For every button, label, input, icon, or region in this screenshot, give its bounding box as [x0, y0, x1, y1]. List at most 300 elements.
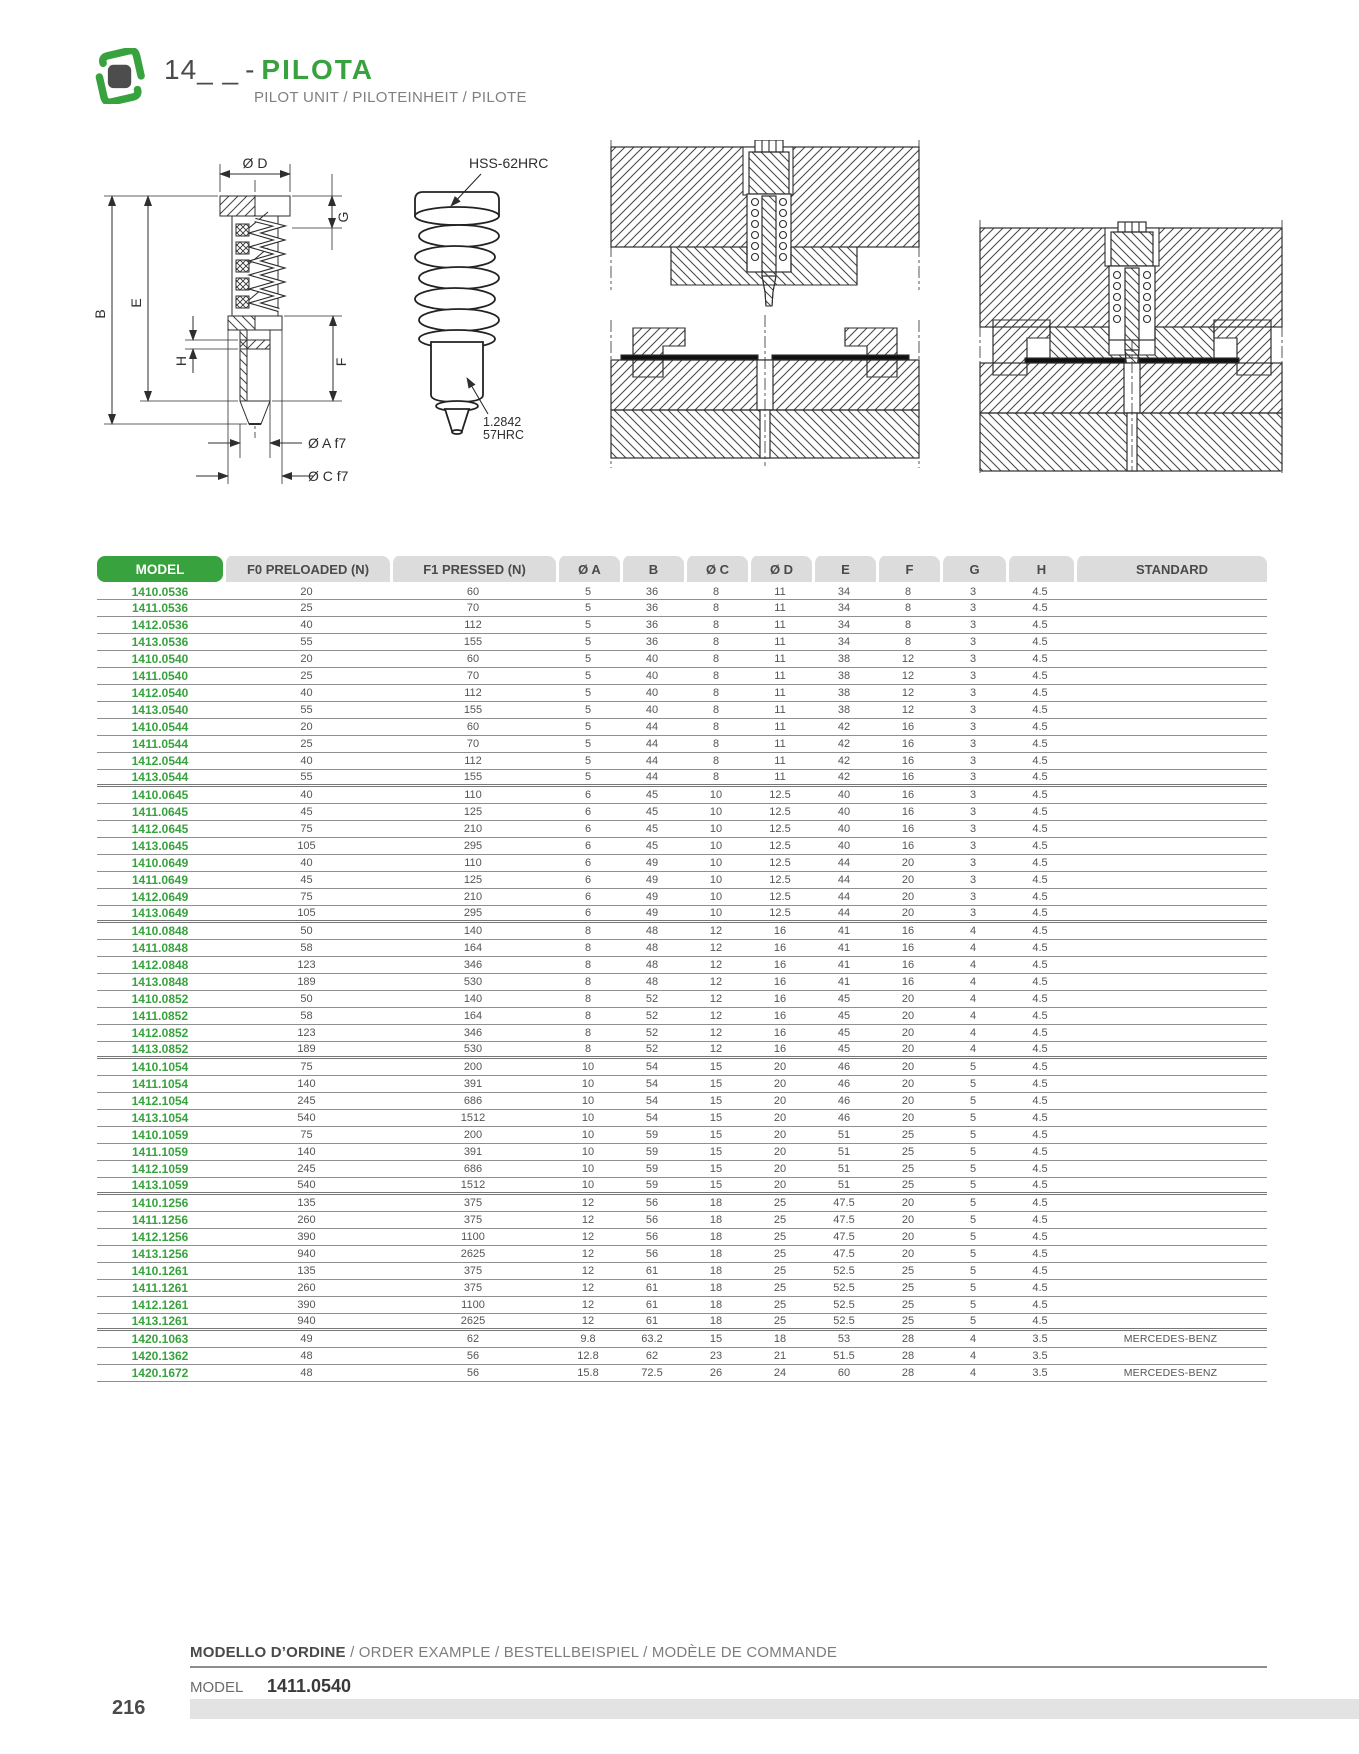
value-cell: 16	[748, 974, 812, 991]
table-row	[97, 1195, 1267, 1212]
value-cell: 12.5	[748, 821, 812, 838]
value-cell: 4.5	[1006, 804, 1074, 821]
value-cell: 16	[876, 923, 940, 940]
value-cell: 164	[390, 1008, 556, 1025]
value-cell: 391	[390, 1144, 556, 1161]
standard-cell	[1074, 1008, 1267, 1025]
value-cell: 5	[940, 1195, 1006, 1212]
value-cell: 11	[748, 685, 812, 702]
value-cell: 49	[620, 855, 684, 872]
value-cell: 10	[684, 889, 748, 906]
standard-cell	[1074, 736, 1267, 753]
value-cell: 34	[812, 600, 876, 617]
value-cell: 45	[620, 787, 684, 804]
drawing-perspective-view	[385, 148, 580, 448]
drawing-dimensioned-view	[90, 128, 420, 493]
table-row	[97, 1229, 1267, 1246]
standard-cell	[1074, 702, 1267, 719]
value-cell: 28	[876, 1331, 940, 1348]
value-cell: 12	[556, 1297, 620, 1314]
value-cell: 11	[748, 719, 812, 736]
value-cell: 44	[812, 889, 876, 906]
value-cell: 4.5	[1006, 702, 1074, 719]
value-cell: 75	[223, 821, 390, 838]
standard-cell	[1074, 1246, 1267, 1263]
value-cell: 4	[940, 974, 1006, 991]
value-cell: 346	[390, 1025, 556, 1042]
value-cell: 8	[684, 600, 748, 617]
model-cell: 1413.1261	[97, 1314, 223, 1331]
value-cell: 15	[684, 1127, 748, 1144]
value-cell: 47.5	[812, 1212, 876, 1229]
value-cell: 12	[556, 1229, 620, 1246]
model-cell: 1413.0645	[97, 838, 223, 855]
value-cell: 3	[940, 719, 1006, 736]
value-cell: 45	[812, 991, 876, 1008]
value-cell: 53	[812, 1331, 876, 1348]
value-cell: 16	[748, 991, 812, 1008]
value-cell: 28	[876, 1348, 940, 1365]
value-cell: 5	[556, 668, 620, 685]
standard-cell: MERCEDES-BENZ	[1074, 1365, 1267, 1382]
value-cell: 4.5	[1006, 719, 1074, 736]
value-cell: 40	[223, 855, 390, 872]
table-row	[97, 1093, 1267, 1110]
value-cell: 4.5	[1006, 906, 1074, 923]
value-cell: 20	[876, 872, 940, 889]
value-cell: 10	[684, 838, 748, 855]
value-cell: 18	[684, 1229, 748, 1246]
model-cell: 1412.1261	[97, 1297, 223, 1314]
value-cell: 40	[812, 787, 876, 804]
model-cell: 1410.1261	[97, 1263, 223, 1280]
value-cell: 12	[684, 940, 748, 957]
value-cell: 40	[620, 702, 684, 719]
table-row	[97, 753, 1267, 770]
value-cell: 5	[556, 770, 620, 787]
page-subtitle: PILOT UNIT / PILOTEINHEIT / PILOTE	[254, 89, 527, 106]
value-cell: 10	[556, 1161, 620, 1178]
value-cell: 3	[940, 821, 1006, 838]
value-cell: 15.8	[556, 1365, 620, 1382]
value-cell: 16	[876, 787, 940, 804]
value-cell: 62	[390, 1331, 556, 1348]
value-cell: 3	[940, 702, 1006, 719]
model-cell: 1410.0540	[97, 651, 223, 668]
value-cell: 25	[223, 736, 390, 753]
standard-cell	[1074, 804, 1267, 821]
value-cell: 41	[812, 957, 876, 974]
value-cell: 4.5	[1006, 1042, 1074, 1059]
model-cell: 1413.1256	[97, 1246, 223, 1263]
value-cell: 12.5	[748, 787, 812, 804]
value-cell: 5	[940, 1263, 1006, 1280]
order-example-heading	[190, 1644, 1267, 1661]
value-cell: 56	[620, 1212, 684, 1229]
model-cell: 1412.0649	[97, 889, 223, 906]
column-header: H	[1006, 556, 1074, 582]
value-cell: 20	[223, 719, 390, 736]
standard-cell	[1074, 1093, 1267, 1110]
value-cell: 18	[684, 1280, 748, 1297]
table-row	[97, 1331, 1267, 1348]
model-cell: 1411.1054	[97, 1076, 223, 1093]
value-cell: 10	[556, 1110, 620, 1127]
value-cell: 5	[556, 736, 620, 753]
value-cell: 49	[620, 906, 684, 923]
value-cell: 390	[223, 1229, 390, 1246]
model-cell: 1412.1059	[97, 1161, 223, 1178]
value-cell: 12	[684, 957, 748, 974]
value-cell: 25	[876, 1161, 940, 1178]
table-row	[97, 821, 1267, 838]
value-cell: 12	[684, 1042, 748, 1059]
value-cell: 8	[684, 736, 748, 753]
value-cell: 9.8	[556, 1331, 620, 1348]
value-cell: 105	[223, 838, 390, 855]
value-cell: 4.5	[1006, 736, 1074, 753]
value-cell: 8	[556, 1042, 620, 1059]
value-cell: 260	[223, 1212, 390, 1229]
model-cell: 1410.1054	[97, 1059, 223, 1076]
table-row	[97, 1042, 1267, 1059]
value-cell: 4.5	[1006, 940, 1074, 957]
value-cell: 62	[620, 1348, 684, 1365]
value-cell: 56	[390, 1348, 556, 1365]
standard-cell	[1074, 1042, 1267, 1059]
table-row	[97, 736, 1267, 753]
value-cell: 25	[876, 1178, 940, 1195]
value-cell: 4.5	[1006, 1110, 1074, 1127]
model-cell: 1412.0536	[97, 617, 223, 634]
value-cell: 59	[620, 1178, 684, 1195]
value-cell: 16	[748, 1025, 812, 1042]
value-cell: 4.5	[1006, 753, 1074, 770]
value-cell: 5	[940, 1229, 1006, 1246]
value-cell: 5	[940, 1280, 1006, 1297]
table-row	[97, 1246, 1267, 1263]
value-cell: 4.5	[1006, 617, 1074, 634]
standard-cell	[1074, 1076, 1267, 1093]
table-row	[97, 906, 1267, 923]
value-cell: 15	[684, 1331, 748, 1348]
value-cell: 3.5	[1006, 1331, 1074, 1348]
value-cell: 47.5	[812, 1229, 876, 1246]
value-cell: 20	[748, 1161, 812, 1178]
value-cell: 4.5	[1006, 923, 1074, 940]
value-cell: 12	[684, 974, 748, 991]
value-cell: 46	[812, 1110, 876, 1127]
value-cell: 40	[223, 685, 390, 702]
standard-cell	[1074, 838, 1267, 855]
value-cell: 50	[223, 991, 390, 1008]
value-cell: 34	[812, 634, 876, 651]
value-cell: 25	[748, 1229, 812, 1246]
value-cell: 38	[812, 651, 876, 668]
value-cell: 40	[223, 753, 390, 770]
value-cell: 44	[812, 906, 876, 923]
value-cell: 52	[620, 1042, 684, 1059]
value-cell: 10	[684, 906, 748, 923]
value-cell: 51	[812, 1178, 876, 1195]
value-cell: 4.5	[1006, 1076, 1074, 1093]
value-cell: 61	[620, 1263, 684, 1280]
model-cell: 1411.0649	[97, 872, 223, 889]
dimension-table	[97, 556, 1267, 1382]
table-row	[97, 923, 1267, 940]
value-cell: 20	[876, 889, 940, 906]
value-cell: 375	[390, 1195, 556, 1212]
model-cell: 1413.0540	[97, 702, 223, 719]
value-cell: 8	[684, 685, 748, 702]
model-cell: 1411.1261	[97, 1280, 223, 1297]
value-cell: 52	[620, 991, 684, 1008]
value-cell: 41	[812, 974, 876, 991]
value-cell: 105	[223, 906, 390, 923]
value-cell: 540	[223, 1110, 390, 1127]
value-cell: 346	[390, 957, 556, 974]
model-cell: 1420.1362	[97, 1348, 223, 1365]
table-row	[97, 991, 1267, 1008]
value-cell: 45	[223, 872, 390, 889]
value-cell: 15	[684, 1076, 748, 1093]
value-cell: 3	[940, 838, 1006, 855]
value-cell: 54	[620, 1076, 684, 1093]
value-cell: 5	[940, 1246, 1006, 1263]
table-row	[97, 634, 1267, 651]
value-cell: 12.5	[748, 855, 812, 872]
value-cell: 48	[620, 940, 684, 957]
value-cell: 5	[556, 600, 620, 617]
standard-cell	[1074, 940, 1267, 957]
value-cell: 3	[940, 753, 1006, 770]
value-cell: 15	[684, 1093, 748, 1110]
value-cell: 61	[620, 1280, 684, 1297]
value-cell: 5	[556, 651, 620, 668]
value-cell: 60	[390, 582, 556, 600]
value-cell: 4.5	[1006, 872, 1074, 889]
model-cell: 1412.1054	[97, 1093, 223, 1110]
value-cell: 11	[748, 770, 812, 787]
page-number: 216	[112, 1697, 146, 1719]
value-cell: 46	[812, 1093, 876, 1110]
table-row	[97, 855, 1267, 872]
value-cell: 15	[684, 1059, 748, 1076]
value-cell: 155	[390, 634, 556, 651]
value-cell: 8	[556, 991, 620, 1008]
model-cell: 1420.1672	[97, 1365, 223, 1382]
value-cell: 11	[748, 617, 812, 634]
value-cell: 75	[223, 1059, 390, 1076]
order-model-line	[190, 1676, 1267, 1697]
value-cell: 6	[556, 804, 620, 821]
value-cell: 3.5	[1006, 1348, 1074, 1365]
value-cell: 16	[876, 821, 940, 838]
table-row	[97, 1212, 1267, 1229]
value-cell: 20	[748, 1144, 812, 1161]
value-cell: 4.5	[1006, 957, 1074, 974]
dim-label-b: B	[92, 309, 108, 319]
page-header	[92, 48, 527, 106]
value-cell: 61	[620, 1314, 684, 1331]
table-row	[97, 1008, 1267, 1025]
value-cell: 20	[748, 1093, 812, 1110]
value-cell: 189	[223, 974, 390, 991]
value-cell: 16	[876, 736, 940, 753]
value-cell: 3	[940, 651, 1006, 668]
value-cell: 8	[556, 957, 620, 974]
value-cell: 63.2	[620, 1331, 684, 1348]
value-cell: 45	[620, 821, 684, 838]
model-cell: 1412.0852	[97, 1025, 223, 1042]
value-cell: 125	[390, 804, 556, 821]
value-cell: 20	[876, 1025, 940, 1042]
value-cell: 40	[620, 651, 684, 668]
value-cell: 20	[876, 1110, 940, 1127]
value-cell: 40	[812, 804, 876, 821]
value-cell: 4	[940, 1348, 1006, 1365]
brand-logo-icon	[92, 48, 148, 104]
value-cell: 52	[620, 1025, 684, 1042]
table-row	[97, 1297, 1267, 1314]
value-cell: 52.5	[812, 1263, 876, 1280]
value-cell: 5	[940, 1093, 1006, 1110]
drawing-die-closed	[975, 220, 1287, 475]
value-cell: 140	[390, 991, 556, 1008]
value-cell: 3.5	[1006, 1365, 1074, 1382]
value-cell: 10	[556, 1144, 620, 1161]
value-cell: 12	[556, 1212, 620, 1229]
model-cell: 1411.1059	[97, 1144, 223, 1161]
value-cell: 11	[748, 651, 812, 668]
value-cell: 60	[812, 1365, 876, 1382]
value-cell: 45	[620, 838, 684, 855]
value-cell: 4.5	[1006, 991, 1074, 1008]
value-cell: 4.5	[1006, 855, 1074, 872]
value-cell: 8	[684, 617, 748, 634]
value-cell: 112	[390, 617, 556, 634]
value-cell: 8	[876, 617, 940, 634]
value-cell: 18	[748, 1331, 812, 1348]
value-cell: 25	[748, 1263, 812, 1280]
value-cell: 25	[748, 1246, 812, 1263]
standard-cell: MERCEDES-BENZ	[1074, 1331, 1267, 1348]
value-cell: 12	[684, 1008, 748, 1025]
value-cell: 24	[748, 1365, 812, 1382]
value-cell: 4.5	[1006, 787, 1074, 804]
value-cell: 4.5	[1006, 1059, 1074, 1076]
value-cell: 164	[390, 940, 556, 957]
value-cell: 12	[876, 651, 940, 668]
model-cell: 1410.0848	[97, 923, 223, 940]
value-cell: 20	[876, 1229, 940, 1246]
value-cell: 70	[390, 736, 556, 753]
value-cell: 55	[223, 702, 390, 719]
value-cell: 4.5	[1006, 668, 1074, 685]
value-cell: 110	[390, 787, 556, 804]
value-cell: 20	[876, 1212, 940, 1229]
standard-cell	[1074, 770, 1267, 787]
value-cell: 4.5	[1006, 1025, 1074, 1042]
standard-cell	[1074, 923, 1267, 940]
model-cell: 1411.0536	[97, 600, 223, 617]
value-cell: 3	[940, 906, 1006, 923]
table-row	[97, 617, 1267, 634]
value-cell: 20	[876, 1076, 940, 1093]
value-cell: 40	[223, 787, 390, 804]
value-cell: 12.5	[748, 872, 812, 889]
value-cell: 16	[748, 940, 812, 957]
value-cell: 15	[684, 1110, 748, 1127]
table-row	[97, 804, 1267, 821]
value-cell: 11	[748, 753, 812, 770]
value-cell: 4	[940, 957, 1006, 974]
value-cell: 4.5	[1006, 1178, 1074, 1195]
standard-cell	[1074, 1195, 1267, 1212]
title-separator: -	[245, 54, 256, 85]
model-cell: 1413.0649	[97, 906, 223, 923]
value-cell: 1100	[390, 1297, 556, 1314]
value-cell: 4	[940, 1008, 1006, 1025]
value-cell: 4.5	[1006, 651, 1074, 668]
value-cell: 18	[684, 1212, 748, 1229]
value-cell: 1512	[390, 1178, 556, 1195]
value-cell: 12.5	[748, 906, 812, 923]
value-cell: 4.5	[1006, 1008, 1074, 1025]
value-cell: 12	[556, 1280, 620, 1297]
value-cell: 48	[620, 957, 684, 974]
table-row	[97, 1025, 1267, 1042]
value-cell: 5	[940, 1127, 1006, 1144]
value-cell: 42	[812, 736, 876, 753]
value-cell: 8	[684, 753, 748, 770]
value-cell: 16	[748, 1008, 812, 1025]
model-cell: 1410.1256	[97, 1195, 223, 1212]
value-cell: 112	[390, 685, 556, 702]
value-cell: 4	[940, 940, 1006, 957]
value-cell: 8	[556, 1025, 620, 1042]
value-cell: 18	[684, 1314, 748, 1331]
page-title-line	[164, 54, 527, 86]
model-cell: 1412.0540	[97, 685, 223, 702]
table-row	[97, 787, 1267, 804]
value-cell: 12	[876, 668, 940, 685]
steel-grade-label: 1.2842	[483, 415, 522, 429]
value-cell: 125	[390, 872, 556, 889]
value-cell: 5	[940, 1144, 1006, 1161]
table-row	[97, 1348, 1267, 1365]
column-header: G	[940, 556, 1006, 582]
dim-label-c: Ø C f7	[308, 468, 349, 484]
value-cell: 4.5	[1006, 1229, 1074, 1246]
value-cell: 2625	[390, 1314, 556, 1331]
value-cell: 140	[223, 1144, 390, 1161]
standard-cell	[1074, 974, 1267, 991]
value-cell: 4.5	[1006, 838, 1074, 855]
value-cell: 8	[684, 634, 748, 651]
value-cell: 45	[812, 1008, 876, 1025]
value-cell: 375	[390, 1263, 556, 1280]
value-cell: 1100	[390, 1229, 556, 1246]
value-cell: 12	[556, 1246, 620, 1263]
value-cell: 8	[684, 702, 748, 719]
model-cell: 1413.0536	[97, 634, 223, 651]
value-cell: 25	[876, 1280, 940, 1297]
standard-cell	[1074, 1144, 1267, 1161]
value-cell: 75	[223, 889, 390, 906]
value-cell: 3	[940, 736, 1006, 753]
value-cell: 4.5	[1006, 1212, 1074, 1229]
